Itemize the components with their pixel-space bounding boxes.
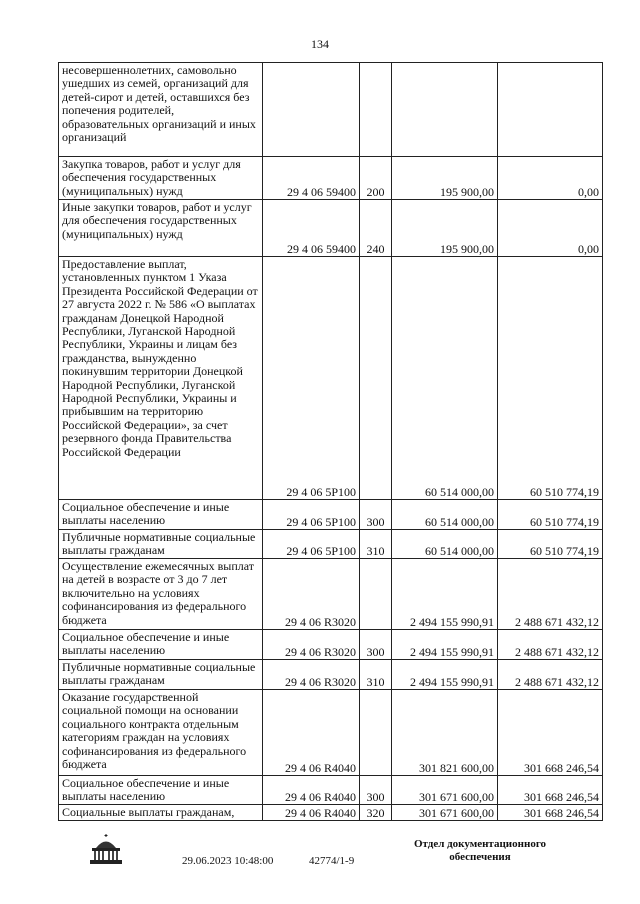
row-plan: 2 494 155 990,91: [392, 630, 498, 660]
row-plan: 60 514 000,00: [392, 530, 498, 559]
row-code: 29 4 06 59400: [263, 157, 360, 200]
table-row: [59, 690, 603, 776]
footer-department-line1: Отдел документационного: [413, 838, 547, 850]
row-type: 320: [360, 805, 392, 821]
table-body: [59, 63, 603, 821]
row-name: Публичные нормативные социальные выплаты гражданам: [59, 660, 263, 690]
table-row: [59, 559, 603, 630]
table-row: [59, 776, 603, 805]
row-name: Предоставление выплат, установленных пунктом 1 Указа Президента Российской Федерации от 27 августа 2022 г. № 586 «О выплатах гражданам Донецкой Народной Республики, Луганской Народной Республики, Украины и лицам без гражданства, вынужденно покинувшим территории Донецкой Народной Республики, Луганской Народной Республики, Украины и прибывшим на территорию Российской Федерации», за счет резервного фонда Правительства Российской Федерации: [59, 257, 263, 500]
row-code: 29 4 06 R3020: [263, 559, 360, 630]
row-exec: 60 510 774,19: [498, 530, 603, 559]
footer-doc-id: 42774/1-9: [309, 855, 355, 867]
table-row: [59, 805, 603, 821]
row-exec: 301 668 246,54: [498, 690, 603, 776]
table-row: [59, 630, 603, 660]
row-plan: [392, 63, 498, 157]
row-type: [360, 690, 392, 776]
table-row: [59, 157, 603, 200]
row-exec: 2 488 671 432,12: [498, 660, 603, 690]
row-code: 29 4 06 R3020: [263, 660, 360, 690]
row-code: 29 4 06 5Р100: [263, 530, 360, 559]
row-type: 300: [360, 776, 392, 805]
row-type: 310: [360, 530, 392, 559]
row-exec: 0,00: [498, 200, 603, 257]
row-name: несовершеннолетних, самовольно ушедших из семей, организаций для детей-сирот и детей, оставшихся без попечения родителей, образовательных организаций и иных организаций: [59, 63, 263, 157]
row-plan: 195 900,00: [392, 200, 498, 257]
row-name: Осуществление ежемесячных выплат на детей в возрасте от 3 до 7 лет включительно на условиях софинансирования из федерального бюджета: [59, 559, 263, 630]
table-row: [59, 500, 603, 530]
row-name: Оказание государственной социальной помощи на основании социального контракта отдельным категориям граждан на условиях софинансирования из федерального бюджета: [59, 690, 263, 776]
row-exec: 0,00: [498, 157, 603, 200]
row-exec: 60 510 774,19: [498, 500, 603, 530]
row-exec: 60 510 774,19: [498, 257, 603, 500]
footer-department-line2: обеспечения: [449, 851, 511, 863]
row-name: Социальное обеспечение и иные выплаты населению: [59, 630, 263, 660]
row-name: Социальное обеспечение и иные выплаты населению: [59, 776, 263, 805]
row-name: Иные закупки товаров, работ и услуг для обеспечения государственных (муниципальных) нужд: [59, 200, 263, 257]
row-type: [360, 63, 392, 157]
row-code: 29 4 06 5Р100: [263, 500, 360, 530]
row-type: 240: [360, 200, 392, 257]
row-plan: 301 821 600,00: [392, 690, 498, 776]
footer-datetime: 29.06.2023 10:48:00: [182, 855, 274, 867]
row-type: 200: [360, 157, 392, 200]
table-row: [59, 660, 603, 690]
duma-emblem-icon: [88, 832, 124, 866]
table-row: [59, 63, 603, 157]
table-row: [59, 530, 603, 559]
footer-department: [400, 838, 560, 864]
row-exec: 301 668 246,54: [498, 805, 603, 821]
row-code: 29 4 06 R3020: [263, 630, 360, 660]
row-exec: 2 488 671 432,12: [498, 630, 603, 660]
row-plan: 2 494 155 990,91: [392, 660, 498, 690]
row-code: 29 4 06 R4040: [263, 776, 360, 805]
row-type: 300: [360, 500, 392, 530]
row-plan: 60 514 000,00: [392, 257, 498, 500]
table-row: [59, 257, 603, 500]
row-exec: 301 668 246,54: [498, 776, 603, 805]
row-name: Публичные нормативные социальные выплаты гражданам: [59, 530, 263, 559]
row-exec: [498, 63, 603, 157]
row-plan: 60 514 000,00: [392, 500, 498, 530]
row-plan: 195 900,00: [392, 157, 498, 200]
row-plan: 301 671 600,00: [392, 805, 498, 821]
row-name: Закупка товаров, работ и услуг для обеспечения государственных (муниципальных) нужд: [59, 157, 263, 200]
row-name: Социальное обеспечение и иные выплаты населению: [59, 500, 263, 530]
row-code: 29 4 06 5Р100: [263, 257, 360, 500]
row-plan: 301 671 600,00: [392, 776, 498, 805]
budget-table: [58, 62, 603, 821]
row-type: 300: [360, 630, 392, 660]
row-name: Социальные выплаты гражданам,: [59, 805, 263, 821]
row-type: [360, 559, 392, 630]
table-row: [59, 200, 603, 257]
row-type: [360, 257, 392, 500]
page-number: 134: [311, 37, 329, 51]
row-code: [263, 63, 360, 157]
row-plan: 2 494 155 990,91: [392, 559, 498, 630]
row-code: 29 4 06 R4040: [263, 690, 360, 776]
row-code: 29 4 06 R4040: [263, 805, 360, 821]
row-type: 310: [360, 660, 392, 690]
row-exec: 2 488 671 432,12: [498, 559, 603, 630]
row-code: 29 4 06 59400: [263, 200, 360, 257]
